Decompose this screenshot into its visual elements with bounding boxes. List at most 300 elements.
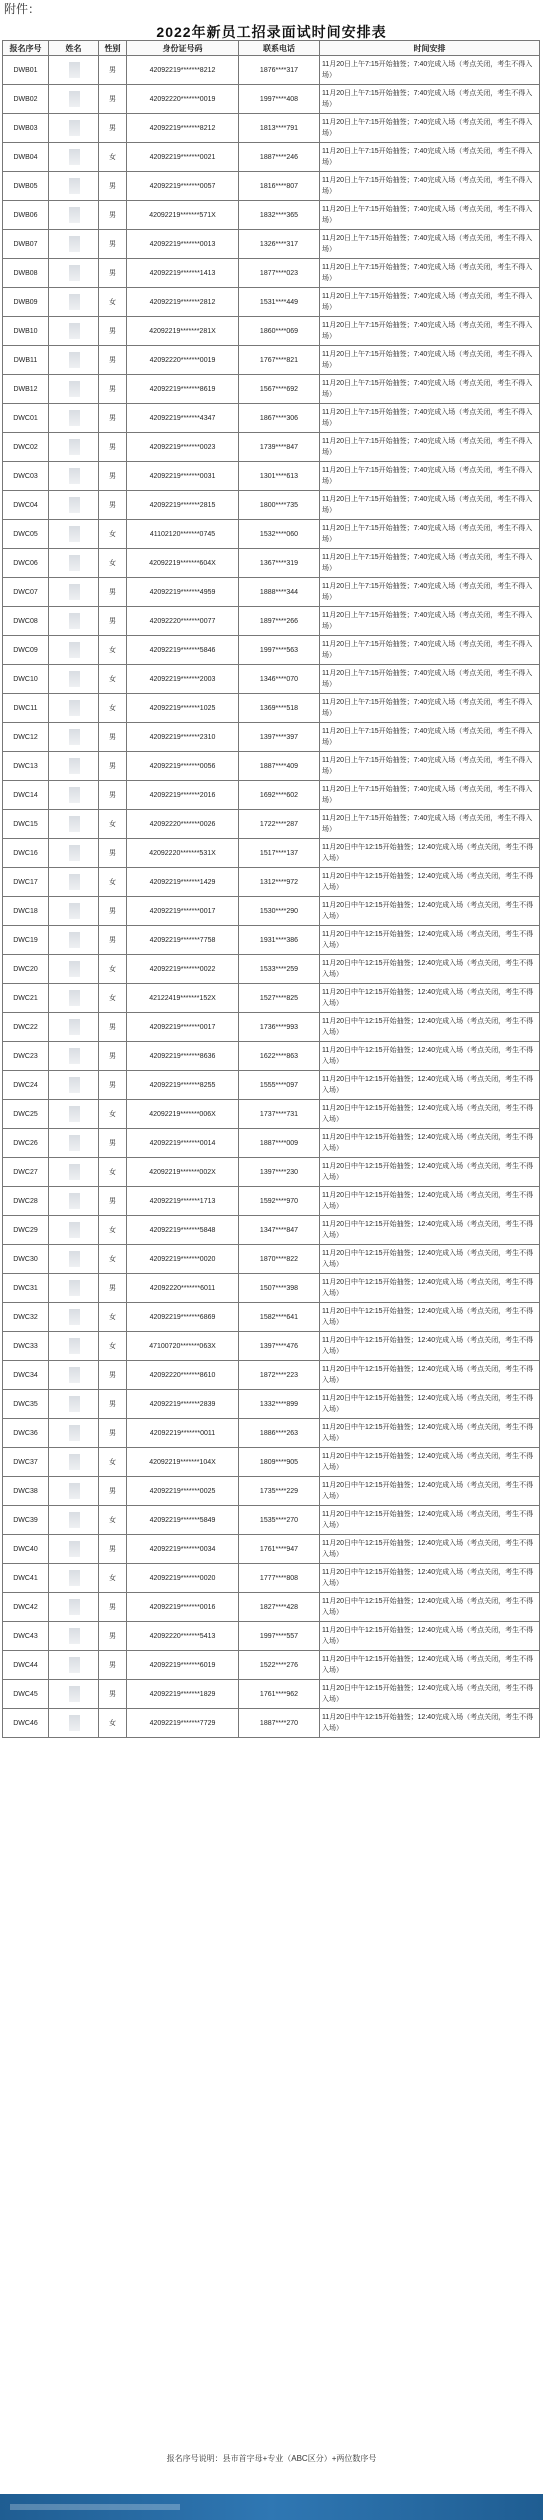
cell-idno: 42092219*******8212 — [127, 114, 239, 143]
cell-gender: 男 — [99, 433, 127, 462]
table-row — [3, 1651, 540, 1680]
cell-idno: 42092220*******0026 — [127, 810, 239, 839]
redacted-name-block — [69, 1367, 80, 1383]
cell-gender: 女 — [99, 143, 127, 172]
table-row — [3, 520, 540, 549]
cell-gender: 男 — [99, 839, 127, 868]
cell-time: 11月20日中午12:15开始抽签；12:40完成入场（考点关闭，考生不得入场） — [320, 955, 540, 984]
cell-phone: 1888****344 — [239, 578, 320, 607]
cell-id: DWC16 — [3, 839, 49, 868]
cell-phone: 1832****365 — [239, 201, 320, 230]
cell-id: DWC04 — [3, 491, 49, 520]
table-row — [3, 1361, 540, 1390]
cell-time: 11月20日上午7:15开始抽签；7:40完成入场（考点关闭，考生不得入场） — [320, 636, 540, 665]
redacted-name-block — [69, 787, 80, 803]
cell-idno: 42092220*******531X — [127, 839, 239, 868]
redacted-name-block — [69, 323, 80, 339]
cell-gender: 男 — [99, 404, 127, 433]
redacted-name-block — [69, 1193, 80, 1209]
cell-gender: 男 — [99, 346, 127, 375]
cell-id: DWC25 — [3, 1100, 49, 1129]
cell-id: DWC14 — [3, 781, 49, 810]
cell-phone: 1876****317 — [239, 56, 320, 85]
cell-gender: 男 — [99, 1477, 127, 1506]
table-row — [3, 404, 540, 433]
cell-idno: 42092219*******571X — [127, 201, 239, 230]
footer-banner — [0, 2494, 543, 2520]
cell-gender: 女 — [99, 636, 127, 665]
table-row — [3, 56, 540, 85]
cell-id: DWC34 — [3, 1361, 49, 1390]
table-row — [3, 1419, 540, 1448]
cell-phone: 1692****602 — [239, 781, 320, 810]
redacted-name-block — [69, 381, 80, 397]
redacted-name-block — [69, 352, 80, 368]
cell-idno: 42092219*******0056 — [127, 752, 239, 781]
cell-gender: 男 — [99, 1013, 127, 1042]
table-row — [3, 810, 540, 839]
redacted-name-block — [69, 178, 80, 194]
cell-phone: 1367****319 — [239, 549, 320, 578]
cell-idno: 42092220*******6011 — [127, 1274, 239, 1303]
cell-id: DWB11 — [3, 346, 49, 375]
cell-id: DWC09 — [3, 636, 49, 665]
table-row — [3, 868, 540, 897]
cell-phone: 1887****009 — [239, 1129, 320, 1158]
cell-gender: 女 — [99, 694, 127, 723]
redacted-name-block — [69, 62, 80, 78]
cell-name — [49, 259, 99, 288]
cell-gender: 男 — [99, 1680, 127, 1709]
table-row — [3, 839, 540, 868]
cell-time: 11月20日中午12:15开始抽签；12:40完成入场（考点关闭，考生不得入场） — [320, 1013, 540, 1042]
cell-phone: 1877****023 — [239, 259, 320, 288]
cell-id: DWB07 — [3, 230, 49, 259]
cell-phone: 1622****863 — [239, 1042, 320, 1071]
table-row — [3, 114, 540, 143]
cell-idno: 42092220*******0019 — [127, 85, 239, 114]
cell-time: 11月20日中午12:15开始抽签；12:40完成入场（考点关闭，考生不得入场） — [320, 1245, 540, 1274]
cell-phone: 1326****317 — [239, 230, 320, 259]
cell-idno: 42092219*******5848 — [127, 1216, 239, 1245]
cell-phone: 1767****821 — [239, 346, 320, 375]
cell-gender: 女 — [99, 810, 127, 839]
cell-name — [49, 1013, 99, 1042]
redacted-name-block — [69, 671, 80, 687]
cell-id: DWC31 — [3, 1274, 49, 1303]
cell-name — [49, 317, 99, 346]
cell-idno: 42092219*******0020 — [127, 1564, 239, 1593]
cell-idno: 42092219*******0022 — [127, 955, 239, 984]
cell-id: DWC22 — [3, 1013, 49, 1042]
redacted-name-block — [69, 1715, 80, 1731]
cell-id: DWC33 — [3, 1332, 49, 1361]
cell-name — [49, 520, 99, 549]
cell-phone: 1736****993 — [239, 1013, 320, 1042]
table-row — [3, 1506, 540, 1535]
cell-name — [49, 288, 99, 317]
cell-id: DWB03 — [3, 114, 49, 143]
cell-gender: 女 — [99, 520, 127, 549]
cell-idno: 42092219*******6869 — [127, 1303, 239, 1332]
cell-name — [49, 85, 99, 114]
header-phone: 联系电话 — [239, 41, 320, 56]
table-row — [3, 897, 540, 926]
redacted-name-block — [69, 1222, 80, 1238]
cell-time: 11月20日上午7:15开始抽签；7:40完成入场（考点关闭，考生不得入场） — [320, 143, 540, 172]
cell-idno: 42092219*******1413 — [127, 259, 239, 288]
table-row — [3, 1535, 540, 1564]
cell-idno: 42092219*******0025 — [127, 1477, 239, 1506]
redacted-name-block — [69, 990, 80, 1006]
table-row — [3, 607, 540, 636]
cell-name — [49, 723, 99, 752]
table-row — [3, 375, 540, 404]
cell-gender: 女 — [99, 1709, 127, 1738]
cell-time: 11月20日中午12:15开始抽签；12:40完成入场（考点关闭，考生不得入场） — [320, 1216, 540, 1245]
cell-id: DWB08 — [3, 259, 49, 288]
table-row — [3, 1680, 540, 1709]
redacted-name-block — [69, 903, 80, 919]
redacted-name-block — [69, 1019, 80, 1035]
cell-gender: 男 — [99, 578, 127, 607]
cell-idno: 42092219*******2016 — [127, 781, 239, 810]
cell-idno: 42092220*******5413 — [127, 1622, 239, 1651]
cell-time: 11月20日中午12:15开始抽签；12:40完成入场（考点关闭，考生不得入场） — [320, 1593, 540, 1622]
cell-phone: 1531****449 — [239, 288, 320, 317]
table-row — [3, 752, 540, 781]
redacted-name-block — [69, 1541, 80, 1557]
table-row — [3, 1013, 540, 1042]
cell-name — [49, 1448, 99, 1477]
cell-id: DWC38 — [3, 1477, 49, 1506]
cell-time: 11月20日中午12:15开始抽签；12:40完成入场（考点关闭，考生不得入场） — [320, 1390, 540, 1419]
cell-name — [49, 375, 99, 404]
cell-name — [49, 1042, 99, 1071]
cell-phone: 1332****899 — [239, 1390, 320, 1419]
cell-idno: 42092219*******0017 — [127, 1013, 239, 1042]
header-id: 报名序号 — [3, 41, 49, 56]
cell-id: DWC15 — [3, 810, 49, 839]
cell-name — [49, 1564, 99, 1593]
cell-phone: 1567****692 — [239, 375, 320, 404]
table-row — [3, 1245, 540, 1274]
cell-name — [49, 230, 99, 259]
cell-id: DWC10 — [3, 665, 49, 694]
cell-phone: 1997****563 — [239, 636, 320, 665]
cell-phone: 1886****263 — [239, 1419, 320, 1448]
cell-idno: 42092219*******002X — [127, 1158, 239, 1187]
redacted-name-block — [69, 294, 80, 310]
cell-phone: 1532****060 — [239, 520, 320, 549]
cell-idno: 42092219*******2310 — [127, 723, 239, 752]
cell-gender: 男 — [99, 1622, 127, 1651]
cell-gender: 男 — [99, 375, 127, 404]
cell-time: 11月20日中午12:15开始抽签；12:40完成入场（考点关闭，考生不得入场） — [320, 1303, 540, 1332]
cell-name — [49, 984, 99, 1013]
table-row — [3, 1042, 540, 1071]
cell-gender: 男 — [99, 1361, 127, 1390]
cell-phone: 1813****791 — [239, 114, 320, 143]
header-gender: 性别 — [99, 41, 127, 56]
cell-idno: 41102120*******0745 — [127, 520, 239, 549]
redacted-name-block — [69, 1106, 80, 1122]
cell-id: DWC40 — [3, 1535, 49, 1564]
cell-id: DWC44 — [3, 1651, 49, 1680]
cell-time: 11月20日上午7:15开始抽签；7:40完成入场（考点关闭，考生不得入场） — [320, 375, 540, 404]
table-row — [3, 1564, 540, 1593]
table-row — [3, 1709, 540, 1738]
cell-time: 11月20日中午12:15开始抽签；12:40完成入场（考点关闭，考生不得入场） — [320, 1680, 540, 1709]
redacted-name-block — [69, 468, 80, 484]
cell-phone: 1507****398 — [239, 1274, 320, 1303]
cell-idno: 42092219*******7758 — [127, 926, 239, 955]
cell-time: 11月20日中午12:15开始抽签；12:40完成入场（考点关闭，考生不得入场） — [320, 1187, 540, 1216]
cell-id: DWC18 — [3, 897, 49, 926]
cell-phone: 1397****230 — [239, 1158, 320, 1187]
cell-phone: 1347****847 — [239, 1216, 320, 1245]
cell-gender: 男 — [99, 1129, 127, 1158]
cell-name — [49, 462, 99, 491]
cell-id: DWB04 — [3, 143, 49, 172]
cell-time: 11月20日上午7:15开始抽签；7:40完成入场（考点关闭，考生不得入场） — [320, 578, 540, 607]
cell-gender: 男 — [99, 897, 127, 926]
table-row — [3, 955, 540, 984]
cell-id: DWC39 — [3, 1506, 49, 1535]
cell-idno: 42092219*******7729 — [127, 1709, 239, 1738]
cell-phone: 1346****070 — [239, 665, 320, 694]
cell-id: DWC27 — [3, 1158, 49, 1187]
cell-id: DWB09 — [3, 288, 49, 317]
cell-id: DWC02 — [3, 433, 49, 462]
cell-name — [49, 1593, 99, 1622]
redacted-name-block — [69, 613, 80, 629]
cell-phone: 1816****807 — [239, 172, 320, 201]
redacted-name-block — [69, 555, 80, 571]
redacted-name-block — [69, 1077, 80, 1093]
cell-name — [49, 1419, 99, 1448]
cell-phone: 1931****386 — [239, 926, 320, 955]
header-time: 时间安排 — [320, 41, 540, 56]
cell-name — [49, 955, 99, 984]
cell-name — [49, 752, 99, 781]
cell-id: DWC13 — [3, 752, 49, 781]
cell-idno: 42092219*******8255 — [127, 1071, 239, 1100]
table-row — [3, 1187, 540, 1216]
table-row — [3, 636, 540, 665]
cell-id: DWC20 — [3, 955, 49, 984]
header-idno: 身份证号码 — [127, 41, 239, 56]
redacted-name-block — [69, 236, 80, 252]
cell-id: DWC08 — [3, 607, 49, 636]
cell-phone: 1397****397 — [239, 723, 320, 752]
redacted-name-block — [69, 845, 80, 861]
cell-idno: 42092219*******104X — [127, 1448, 239, 1477]
cell-time: 11月20日上午7:15开始抽签；7:40完成入场（考点关闭，考生不得入场） — [320, 665, 540, 694]
cell-id: DWB01 — [3, 56, 49, 85]
cell-name — [49, 114, 99, 143]
cell-gender: 男 — [99, 201, 127, 230]
redacted-name-block — [69, 874, 80, 890]
redacted-name-block — [69, 1309, 80, 1325]
cell-name — [49, 1158, 99, 1187]
cell-idno: 42092219*******0014 — [127, 1129, 239, 1158]
table-row — [3, 984, 540, 1013]
cell-name — [49, 1100, 99, 1129]
redacted-name-block — [69, 1135, 80, 1151]
cell-phone: 1555****097 — [239, 1071, 320, 1100]
cell-time: 11月20日中午12:15开始抽签；12:40完成入场（考点关闭，考生不得入场） — [320, 1506, 540, 1535]
header-name: 姓名 — [49, 41, 99, 56]
cell-gender: 男 — [99, 1593, 127, 1622]
cell-id: DWB12 — [3, 375, 49, 404]
cell-phone: 1735****229 — [239, 1477, 320, 1506]
cell-idno: 42092219*******1713 — [127, 1187, 239, 1216]
cell-phone: 1722****287 — [239, 810, 320, 839]
cell-phone: 1522****276 — [239, 1651, 320, 1680]
cell-gender: 男 — [99, 317, 127, 346]
redacted-name-block — [69, 526, 80, 542]
cell-name — [49, 1390, 99, 1419]
redacted-name-block — [69, 1425, 80, 1441]
cell-time: 11月20日上午7:15开始抽签；7:40完成入场（考点关闭，考生不得入场） — [320, 259, 540, 288]
cell-id: DWC24 — [3, 1071, 49, 1100]
cell-id: DWC35 — [3, 1390, 49, 1419]
cell-name — [49, 346, 99, 375]
cell-phone: 1761****947 — [239, 1535, 320, 1564]
cell-name — [49, 1332, 99, 1361]
cell-time: 11月20日上午7:15开始抽签；7:40完成入场（考点关闭，考生不得入场） — [320, 56, 540, 85]
cell-gender: 男 — [99, 172, 127, 201]
cell-phone: 1809****905 — [239, 1448, 320, 1477]
cell-name — [49, 1680, 99, 1709]
cell-time: 11月20日中午12:15开始抽签；12:40完成入场（考点关闭，考生不得入场） — [320, 984, 540, 1013]
table-row — [3, 1129, 540, 1158]
cell-phone: 1897****266 — [239, 607, 320, 636]
redacted-name-block — [69, 1164, 80, 1180]
cell-name — [49, 1361, 99, 1390]
table-row — [3, 1158, 540, 1187]
cell-time: 11月20日上午7:15开始抽签；7:40完成入场（考点关闭，考生不得入场） — [320, 462, 540, 491]
table-row — [3, 694, 540, 723]
cell-name — [49, 491, 99, 520]
cell-idno: 42092219*******0017 — [127, 897, 239, 926]
cell-idno: 42092219*******0011 — [127, 1419, 239, 1448]
page-title: 2022年新员工招录面试时间安排表 — [156, 24, 387, 40]
cell-idno: 42092219*******0023 — [127, 433, 239, 462]
cell-name — [49, 1187, 99, 1216]
cell-idno: 42092219*******604X — [127, 549, 239, 578]
table-row — [3, 578, 540, 607]
cell-time: 11月20日上午7:15开始抽签；7:40完成入场（考点关闭，考生不得入场） — [320, 810, 540, 839]
cell-gender: 女 — [99, 868, 127, 897]
cell-idno: 42092219*******4347 — [127, 404, 239, 433]
cell-time: 11月20日中午12:15开始抽签；12:40完成入场（考点关闭，考生不得入场） — [320, 1564, 540, 1593]
redacted-name-block — [69, 410, 80, 426]
cell-time: 11月20日上午7:15开始抽签；7:40完成入场（考点关闭，考生不得入场） — [320, 549, 540, 578]
cell-time: 11月20日上午7:15开始抽签；7:40完成入场（考点关闭，考生不得入场） — [320, 172, 540, 201]
cell-name — [49, 607, 99, 636]
cell-time: 11月20日上午7:15开始抽签；7:40完成入场（考点关闭，考生不得入场） — [320, 317, 540, 346]
redacted-name-block — [69, 439, 80, 455]
cell-name — [49, 839, 99, 868]
redacted-name-block — [69, 91, 80, 107]
cell-idno: 42092219*******0020 — [127, 1245, 239, 1274]
redacted-name-block — [69, 1483, 80, 1499]
footer-note: 报名序号说明：县市首字母+专业（ABC区分）+两位数序号 — [166, 2454, 377, 2463]
table-row — [3, 1390, 540, 1419]
redacted-name-block — [69, 120, 80, 136]
cell-time: 11月20日上午7:15开始抽签；7:40完成入场（考点关闭，考生不得入场） — [320, 404, 540, 433]
cell-idno: 42092219*******006X — [127, 1100, 239, 1129]
table-row — [3, 346, 540, 375]
redacted-name-block — [69, 1512, 80, 1528]
cell-name — [49, 636, 99, 665]
cell-time: 11月20日中午12:15开始抽签；12:40完成入场（考点关闭，考生不得入场） — [320, 1448, 540, 1477]
redacted-name-block — [69, 1280, 80, 1296]
redacted-name-block — [69, 149, 80, 165]
cell-idno: 42092219*******0031 — [127, 462, 239, 491]
cell-time: 11月20日中午12:15开始抽签；12:40完成入场（考点关闭，考生不得入场） — [320, 1535, 540, 1564]
redacted-name-block — [69, 1628, 80, 1644]
redacted-name-block — [69, 961, 80, 977]
cell-name — [49, 781, 99, 810]
cell-id: DWC11 — [3, 694, 49, 723]
cell-idno: 42092219*******5846 — [127, 636, 239, 665]
table-row — [3, 926, 540, 955]
cell-gender: 男 — [99, 781, 127, 810]
cell-gender: 男 — [99, 723, 127, 752]
cell-time: 11月20日中午12:15开始抽签；12:40完成入场（考点关闭，考生不得入场） — [320, 1274, 540, 1303]
cell-id: DWC17 — [3, 868, 49, 897]
table-row — [3, 723, 540, 752]
table-row — [3, 317, 540, 346]
cell-idno: 42092219*******281X — [127, 317, 239, 346]
redacted-name-block — [69, 207, 80, 223]
cell-idno: 42092219*******0034 — [127, 1535, 239, 1564]
cell-time: 11月20日中午12:15开始抽签；12:40完成入场（考点关闭，考生不得入场） — [320, 1651, 540, 1680]
cell-time: 11月20日中午12:15开始抽签；12:40完成入场（考点关闭，考生不得入场） — [320, 1477, 540, 1506]
cell-time: 11月20日中午12:15开始抽签；12:40完成入场（考点关闭，考生不得入场） — [320, 1129, 540, 1158]
cell-name — [49, 665, 99, 694]
cell-time: 11月20日中午12:15开始抽签；12:40完成入场（考点关闭，考生不得入场） — [320, 926, 540, 955]
cell-id: DWC06 — [3, 549, 49, 578]
cell-id: DWC32 — [3, 1303, 49, 1332]
table-row — [3, 172, 540, 201]
cell-gender: 男 — [99, 1535, 127, 1564]
cell-gender: 女 — [99, 665, 127, 694]
cell-time: 11月20日中午12:15开始抽签；12:40完成入场（考点关闭，考生不得入场） — [320, 868, 540, 897]
cell-name — [49, 926, 99, 955]
cell-id: DWB05 — [3, 172, 49, 201]
cell-time: 11月20日上午7:15开始抽签；7:40完成入场（考点关闭，考生不得入场） — [320, 781, 540, 810]
cell-idno: 42092219*******8212 — [127, 56, 239, 85]
cell-name — [49, 1303, 99, 1332]
cell-name — [49, 549, 99, 578]
cell-gender: 男 — [99, 1419, 127, 1448]
cell-id: DWC12 — [3, 723, 49, 752]
cell-idno: 42092219*******5849 — [127, 1506, 239, 1535]
cell-idno: 42092219*******8619 — [127, 375, 239, 404]
table-row — [3, 491, 540, 520]
cell-gender: 女 — [99, 984, 127, 1013]
cell-gender: 男 — [99, 1187, 127, 1216]
cell-id: DWC46 — [3, 1709, 49, 1738]
table-row — [3, 781, 540, 810]
cell-idno: 42092219*******2839 — [127, 1390, 239, 1419]
table-row — [3, 1303, 540, 1332]
cell-phone: 1592****970 — [239, 1187, 320, 1216]
